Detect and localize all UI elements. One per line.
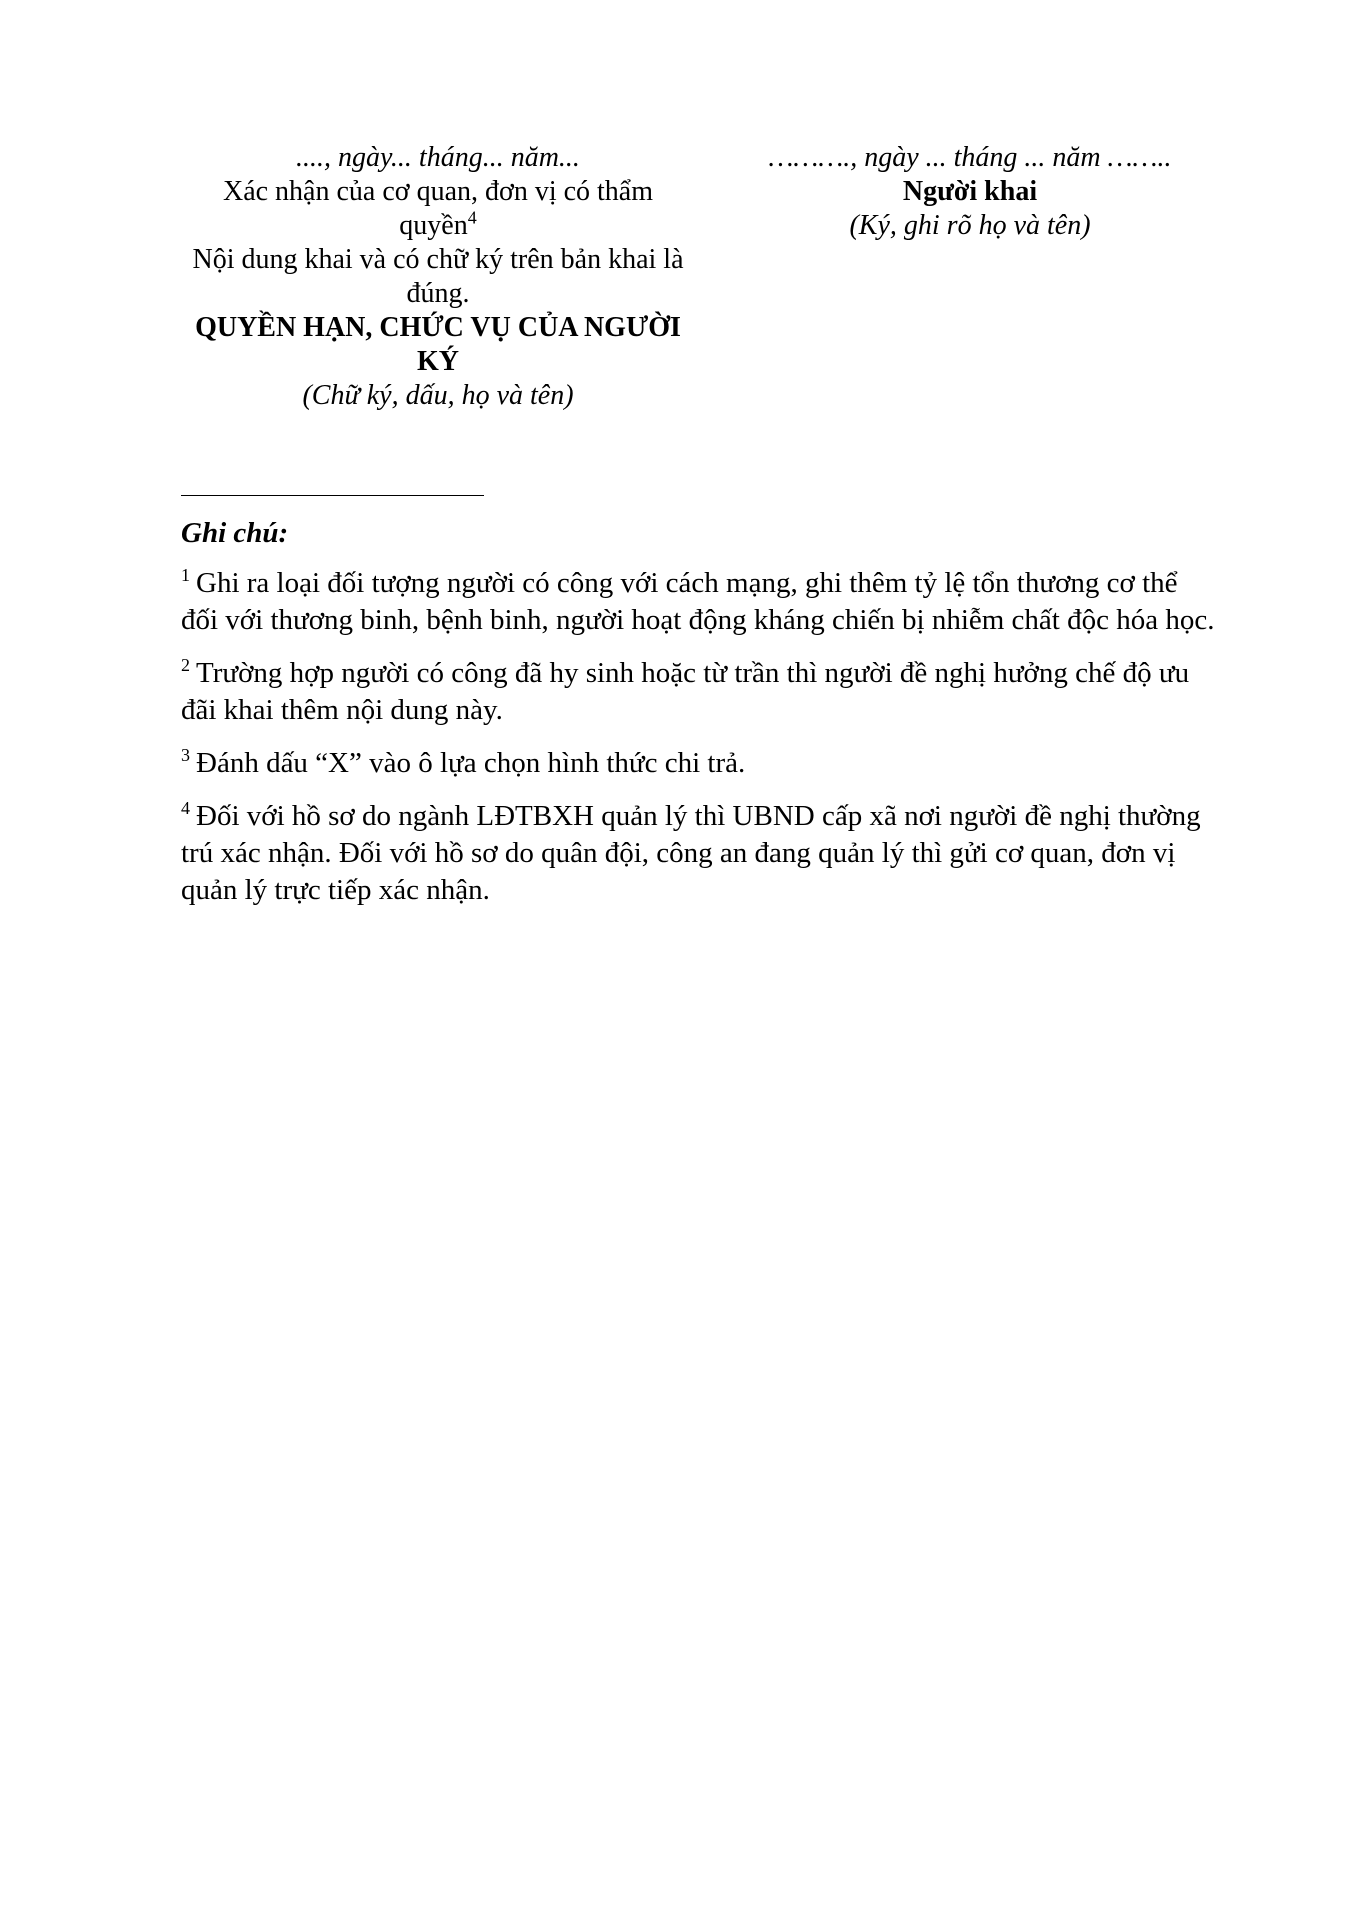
signer-authority-title-2: KÝ	[417, 346, 459, 377]
note-text: Đối với hồ sơ do ngành LĐTBXH quản lý thì UBND cấp xã nơi người đề nghị thường trú xác nhận. Đối với hồ sơ do quân đội, công an đang quản lý thì gửi cơ quan, đơn vị quản lý trực tiếp xác nhận.	[181, 800, 1201, 906]
authority-title-word: quyền	[399, 210, 468, 241]
footnote-ref-4: 4	[467, 207, 477, 228]
note-item	[181, 798, 1221, 909]
authority-title-line: Xác nhận của cơ quan, đơn vị có thẩm	[222, 176, 654, 207]
note-text: Ghi ra loại đối tượng người có công với cách mạng, ghi thêm tỷ lệ tổn thương cơ thể đối với thương binh, bệnh binh, người hoạt động kháng chiến bị nhiễm chất độc hóa học.	[181, 567, 1215, 636]
note-item	[181, 655, 1221, 729]
notes-heading: Ghi chú:	[181, 517, 289, 549]
note-text: Đánh dấu “X” vào ô lựa chọn hình thức chi trả.	[196, 747, 746, 779]
content-confirmation-line-2: đúng.	[406, 278, 470, 309]
declarant-role: Người khai	[902, 176, 1038, 207]
note-item	[181, 565, 1221, 639]
footnote-separator	[181, 495, 484, 496]
authority-sign-instruction: (Chữ ký, dấu, họ và tên)	[302, 380, 574, 411]
note-item	[181, 745, 1221, 782]
note-number: 1	[181, 565, 190, 586]
declarant-date-line: ………., ngày ... tháng ... năm ……..	[768, 142, 1172, 173]
signer-authority-title: QUYỀN HẠN, CHỨC VỤ CỦA NGƯỜI	[195, 312, 681, 343]
note-number: 2	[181, 655, 190, 676]
authority-confirmation-block	[168, 141, 708, 413]
declarant-sign-instruction: (Ký, ghi rõ họ và tên)	[849, 210, 1091, 241]
note-number: 3	[181, 745, 190, 766]
declarant-block	[735, 141, 1205, 243]
content-confirmation-line: Nội dung khai và có chữ ký trên bản khai là	[192, 244, 684, 275]
authority-title-line-2	[168, 209, 708, 243]
notes-section	[181, 513, 1221, 925]
note-text: Trường hợp người có công đã hy sinh hoặc từ trần thì người đề nghị hưởng chế độ ưu đãi khai thêm nội dung này.	[181, 657, 1190, 726]
authority-date-line: ...., ngày... tháng... năm...	[296, 142, 580, 173]
note-number: 4	[181, 798, 190, 819]
